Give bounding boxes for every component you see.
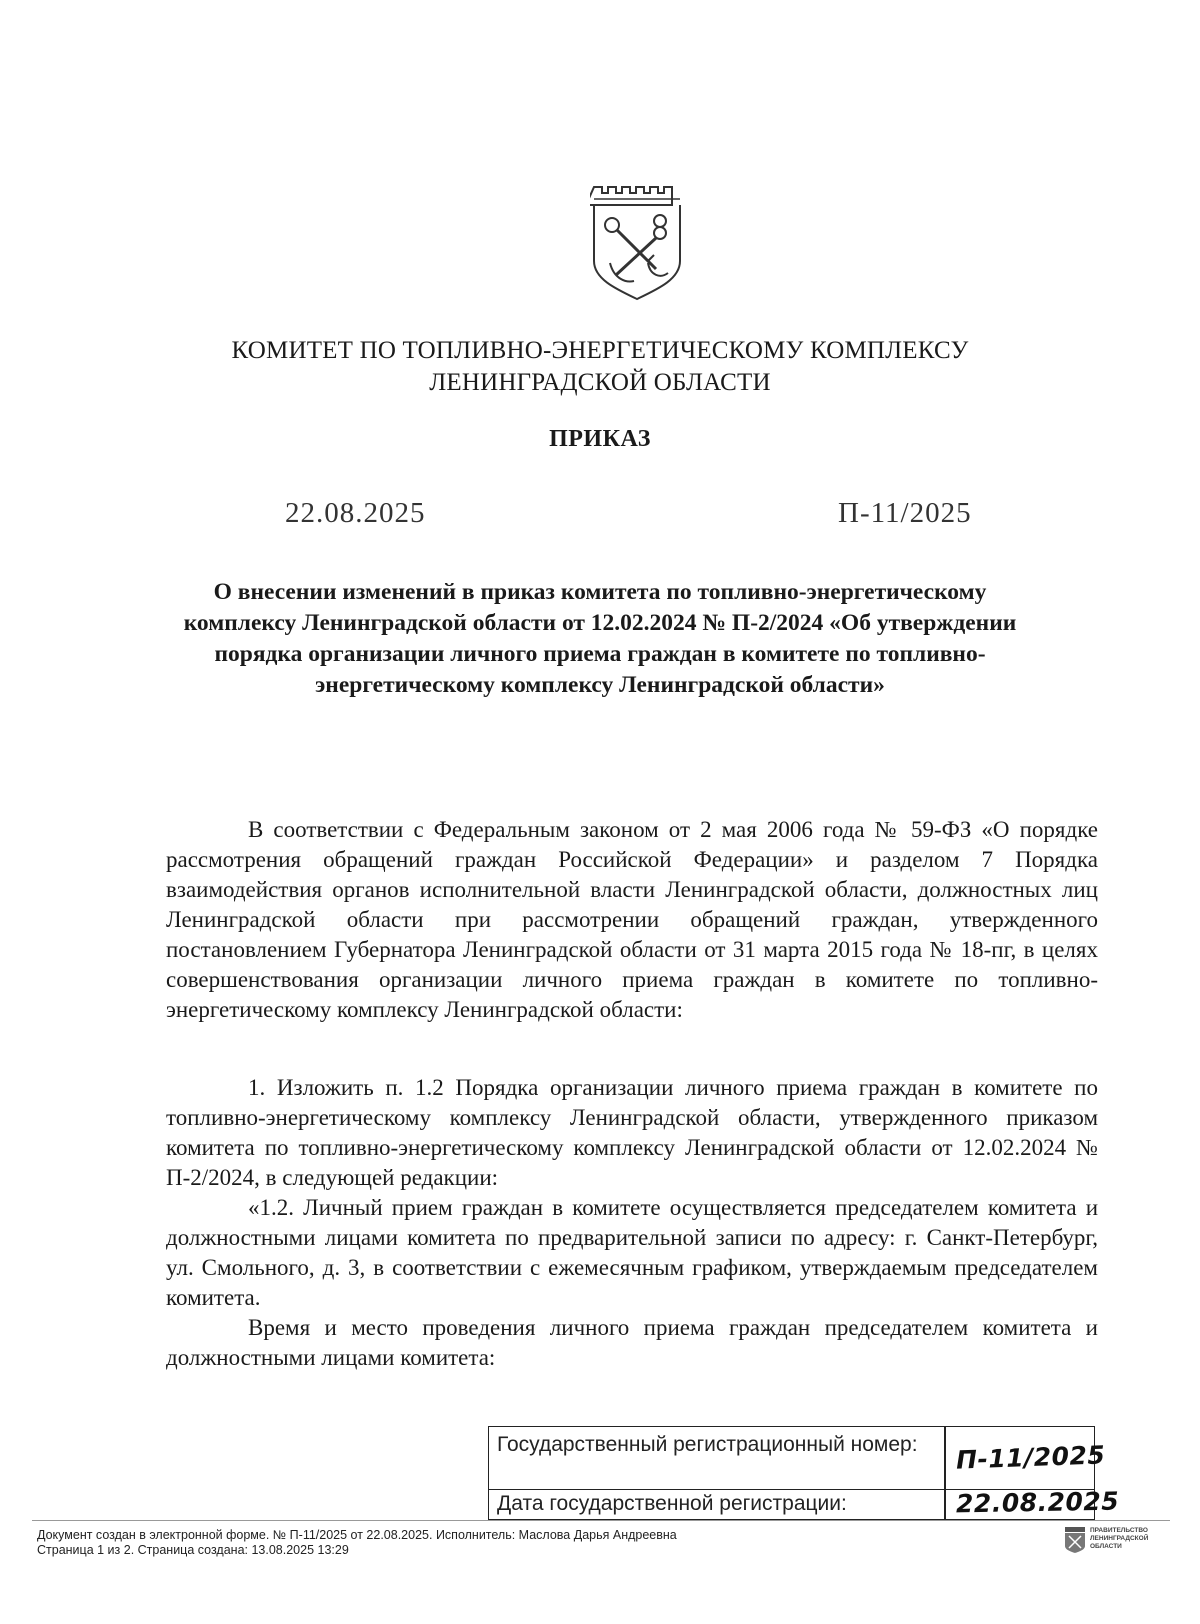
government-logo-icon (1064, 1526, 1086, 1554)
order-subject: О внесении изменений в приказ комитета по топливно-энергетическому комплексу Ленинградской области от 12.02.2024 № П-2/2024 «Об утверждении порядка организации личного приема граждан в комитете по топливно-энергетическому комплексу Ленинградской области» (183, 579, 1017, 698)
document-type-title: ПРИКАЗ (549, 426, 651, 452)
footer-divider (32, 1520, 1170, 1521)
registration-date-row (489, 1486, 1120, 1519)
order-number: П-11/2025 (838, 497, 972, 529)
document-footer (37, 1528, 677, 1558)
item-1-2-text: «1.2. Личный прием граждан в комитете осуществляется председателем комитета и должностными лицами комитета по предварительной записи по адресу: г. Санкт-Петербург, ул. Смольного, д. 3, в соответствии с ежемесячным графиком, утверждаемым председателем комитета. (166, 1195, 1098, 1310)
order-date: 22.08.2025 (285, 497, 426, 529)
registration-stamp-table (488, 1426, 1120, 1520)
coat-of-arms-icon (590, 183, 684, 301)
registration-number-label: Государственный регистрационный номер: (497, 1433, 918, 1456)
preamble-paragraph (166, 815, 1098, 1025)
preamble-text: В соответствии с Федеральным законом от 2 мая 2006 года № 59-ФЗ «О порядке рассмотрения обращений граждан Российской Федерации» и разделом 7 Порядка взаимодействия органов исполнительной власти Ленинградской области, должностных лиц Ленинградской области при рассмотрении обращений граждан, утвержденного постановлением Губернатора Ленинградской области от 31 марта 2015 года № 18-пг, в целях совершенствования организации личного приема граждан в комитете по топливно-энергетическому комплексу Ленинградской области: (166, 817, 1098, 1022)
footer-line-2: Страница 1 из 2. Страница создана: 13.08.2025 13:29 (37, 1543, 349, 1557)
item-1-3-text: Время и место проведения личного приема граждан председателем комитета и должностными лицами комитета: (166, 1315, 1098, 1370)
organization-line-2: ЛЕНИНГРАДСКОЙ ОБЛАСТИ (429, 369, 771, 396)
organization-line-1: КОМИТЕТ ПО ТОПЛИВНО-ЭНЕРГЕТИЧЕСКОМУ КОМПЛЕКСУ (231, 337, 969, 364)
registration-date-handwritten: 22.08.2025 (955, 1486, 1120, 1519)
government-logo-caption: ПРАВИТЕЛЬСТВО ЛЕНИНГРАДСКОЙ ОБЛАСТИ (1090, 1527, 1149, 1550)
order-items (166, 1073, 1098, 1373)
organization-name (180, 335, 1020, 399)
registration-number-row (489, 1427, 1106, 1490)
footer-line-1: Документ создан в электронной форме. № П-11/2025 от 22.08.2025. Исполнитель: Маслова Дарья Андреевна (37, 1528, 677, 1542)
table-column-divider (944, 1427, 946, 1519)
registration-number-handwritten: П-11/2025 (955, 1440, 1106, 1475)
item-1-text: 1. Изложить п. 1.2 Порядка организации личного приема граждан в комитете по топливно-энергетическому комплексу Ленинградской области, утвержденного приказом комитета по топливно-энергетическому комплексу Ленинградской области от 12.02.2024 № П-2/2024, в следующей редакции: (166, 1075, 1098, 1190)
registration-date-label: Дата государственной регистрации: (497, 1492, 847, 1515)
